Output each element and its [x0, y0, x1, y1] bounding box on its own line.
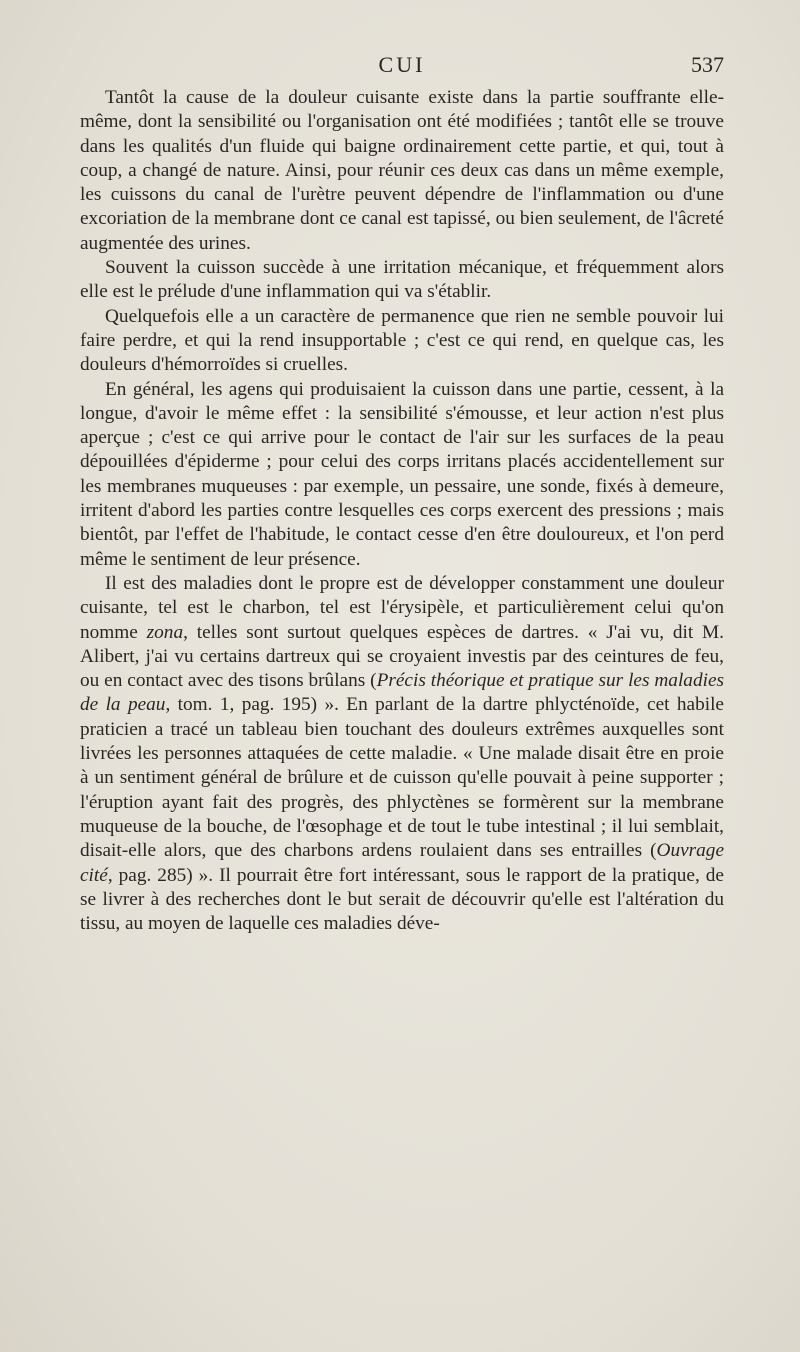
text-segment: , telles sont surtout quelques espèces de dartres. « J'ai vu, dit M. Alibert, j'ai vu certains dartreux qui se croyaient investis par des ceintures de feu, ou en contact avec des tisons brûlans (	[80, 621, 724, 692]
paragraph-p5	[80, 572, 724, 936]
running-head	[80, 52, 724, 82]
text-segment: , pag. 285) ». Il pourrait être fort intéressant, sous le rapport de la pratique, de se livrer à des recherches dont le but serait de découvrir qu'elle est l'altération du tissu, au moyen de laquelle ces maladies déve-	[80, 864, 724, 935]
text-segment: Souvent la cuisson succède à une irritation mécanique, et fréquemment alors elle est le prélude d'une inflammation qui va s'établir.	[80, 257, 724, 303]
text-segment: , tom. 1, pag. 195) ». En parlant de la dartre phlycténoïde, cet habile praticien a tracé un tableau bien touchant des douleurs extrêmes auxquelles sont livrées les personnes attaquées de cette maladie. « Une malade disait être en proie à un sentiment général de brûlure et de cuisson qu'elle pouvait à peine supporter ; l'éruption ayant fait des progrès, des phlyctènes se formèrent sur la membrane muqueuse de la bouche, de l'œsophage et de tout le tube intestinal ; il lui semblait, disait-elle alors, que des charbons ardens roulaient dans ses entrailles (	[80, 694, 724, 862]
text-segment: En général, les agens qui produisaient la cuisson dans une partie, cessent, à la longue, d'avoir le même effet : la sensibilité s'émousse, et leur action n'est plus aperçue ; c'est ce qui arrive pour le contact de l'air sur les surfaces de la peau dépouillées d'épiderme ; pour celui des corps irritans placés accidentellement sur les membranes muqueuses : par exemple, un pessaire, une sonde, fixés à demeure, irritent d'abord les parties contre lesquelles ces corps exercent des pressions ; mais bientôt, par l'effet de l'habitude, le contact cesse d'en être douloureux, et l'on perd même le sentiment de leur présence.	[80, 378, 724, 570]
paragraph-p4	[80, 378, 724, 572]
paragraph-p2	[80, 256, 724, 305]
paragraph-p1	[80, 86, 724, 256]
italic-text-segment: Précis théorique et pratique sur les maladies de la peau	[80, 670, 725, 716]
paragraph-p3	[80, 305, 724, 378]
page-number: 537	[691, 52, 724, 77]
italic-text-segment: Ouvrage cité	[80, 840, 724, 886]
italic-text-segment: zona	[146, 621, 184, 643]
text-segment: Il est des maladies dont le propre est de développer constamment une douleur cuisante, tel est le charbon, tel est l'érysipèle, et particulièrement celui qu'on nomme	[80, 572, 724, 643]
text-segment: Quelquefois elle a un caractère de permanence que rien ne semble pouvoir lui faire perdre, et qui la rend insupportable ; c'est ce qui rend, en quelque cas, les douleurs d'hémorroïdes si cruelles.	[80, 305, 724, 376]
body-text	[80, 86, 724, 936]
running-title: CUI	[378, 52, 426, 77]
text-segment: Tantôt la cause de la douleur cuisante existe dans la partie souffrante elle-même, dont la sensibilité ou l'organisation ont été modifiées ; tantôt elle se trouve dans les qualités d'un fluide qui baigne ordinairement cette partie, et qui, tout à coup, a changé de nature. Ainsi, pour réunir ces deux cas dans un même exemple, les cuissons du canal de l'urètre peuvent dépendre de l'inflammation ou d'une excoriation de la membrane dont ce canal est tapissé, ou bien seulement, de l'âcreté augmentée des urines.	[80, 87, 724, 254]
